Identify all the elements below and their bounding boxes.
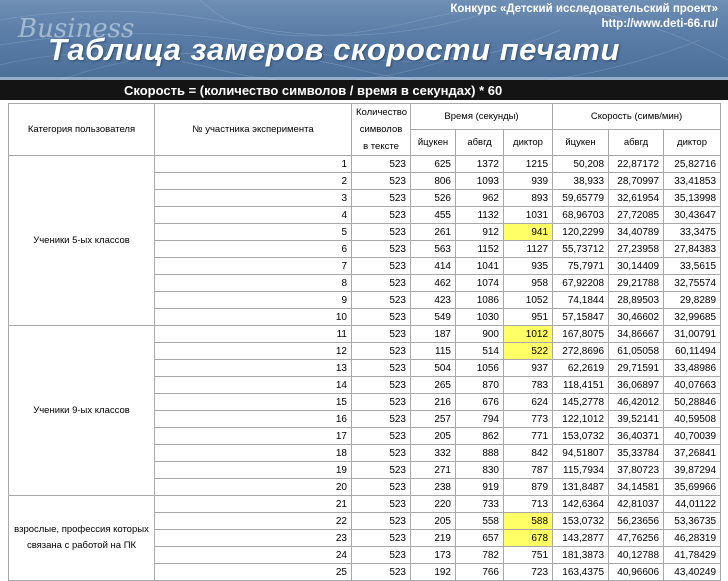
speed-diktor-cell: 27,84383 xyxy=(664,241,721,258)
speed-diktor-cell: 32,99685 xyxy=(664,309,721,326)
time-abvgd-cell: 794 xyxy=(456,411,504,428)
speed-diktor-cell: 41,78429 xyxy=(664,547,721,564)
time-abvgd-cell: 558 xyxy=(456,513,504,530)
participant-number-cell: 3 xyxy=(155,190,352,207)
chars-count-cell: 523 xyxy=(352,462,411,479)
chars-count-cell: 523 xyxy=(352,173,411,190)
chars-count-cell: 523 xyxy=(352,411,411,428)
chars-count-cell: 523 xyxy=(352,428,411,445)
time-abvgd-cell: 1132 xyxy=(456,207,504,224)
header-time-group: Время (секунды) xyxy=(411,104,553,130)
chars-count-cell: 523 xyxy=(352,224,411,241)
chars-count-cell: 523 xyxy=(352,445,411,462)
time-abvgd-cell: 1372 xyxy=(456,156,504,173)
chars-count-cell: 523 xyxy=(352,394,411,411)
speed-diktor-cell: 53,36735 xyxy=(664,513,721,530)
speed-abvgd-cell: 36,06897 xyxy=(609,377,664,394)
time-diktor-cell: 787 xyxy=(504,462,553,479)
time-diktor-cell: 751 xyxy=(504,547,553,564)
chars-count-cell: 523 xyxy=(352,275,411,292)
table-row xyxy=(9,326,721,343)
chars-count-cell: 523 xyxy=(352,564,411,581)
participant-number-cell: 12 xyxy=(155,343,352,360)
time-abvgd-cell: 676 xyxy=(456,394,504,411)
speed-jcuken-cell: 57,15847 xyxy=(553,309,609,326)
speed-abvgd-cell: 40,12788 xyxy=(609,547,664,564)
time-jcuken-cell: 115 xyxy=(411,343,456,360)
participant-number-cell: 13 xyxy=(155,360,352,377)
speed-abvgd-cell: 28,70997 xyxy=(609,173,664,190)
time-diktor-cell: 951 xyxy=(504,309,553,326)
speed-abvgd-cell: 37,80723 xyxy=(609,462,664,479)
time-diktor-cell: 1127 xyxy=(504,241,553,258)
speed-abvgd-cell: 35,33784 xyxy=(609,445,664,462)
speed-diktor-cell: 35,69966 xyxy=(664,479,721,496)
speed-abvgd-cell: 27,72085 xyxy=(609,207,664,224)
time-diktor-cell: 522 xyxy=(504,343,553,360)
speed-abvgd-cell: 61,05058 xyxy=(609,343,664,360)
speed-jcuken-cell: 153,0732 xyxy=(553,513,609,530)
table-row xyxy=(9,496,721,513)
speed-abvgd-cell: 29,21788 xyxy=(609,275,664,292)
speed-jcuken-cell: 67,92208 xyxy=(553,275,609,292)
time-jcuken-cell: 192 xyxy=(411,564,456,581)
speed-jcuken-cell: 153,0732 xyxy=(553,428,609,445)
contest-info xyxy=(450,2,718,32)
time-jcuken-cell: 625 xyxy=(411,156,456,173)
speed-jcuken-cell: 143,2877 xyxy=(553,530,609,547)
time-jcuken-cell: 261 xyxy=(411,224,456,241)
participant-number-cell: 7 xyxy=(155,258,352,275)
speed-formula: Скорость = (количество символов / время в секундах) * 60 xyxy=(124,83,503,98)
speed-abvgd-cell: 36,40371 xyxy=(609,428,664,445)
speed-jcuken-cell: 59,65779 xyxy=(553,190,609,207)
speed-diktor-cell: 40,59508 xyxy=(664,411,721,428)
time-abvgd-cell: 912 xyxy=(456,224,504,241)
chars-count-cell: 523 xyxy=(352,241,411,258)
time-diktor-cell: 1215 xyxy=(504,156,553,173)
speed-abvgd-cell: 56,23656 xyxy=(609,513,664,530)
speed-diktor-cell: 29,8289 xyxy=(664,292,721,309)
header-chars: Количество символов в тексте xyxy=(352,104,411,156)
speed-abvgd-cell: 27,23958 xyxy=(609,241,664,258)
speed-diktor-cell: 40,70039 xyxy=(664,428,721,445)
chars-count-cell: 523 xyxy=(352,496,411,513)
time-abvgd-cell: 1086 xyxy=(456,292,504,309)
speed-abvgd-cell: 34,40789 xyxy=(609,224,664,241)
time-jcuken-cell: 265 xyxy=(411,377,456,394)
speed-abvgd-cell: 22,87172 xyxy=(609,156,664,173)
chars-count-cell: 523 xyxy=(352,309,411,326)
speed-abvgd-cell: 34,86667 xyxy=(609,326,664,343)
chars-count-cell: 523 xyxy=(352,547,411,564)
speed-abvgd-cell: 30,46602 xyxy=(609,309,664,326)
speed-diktor-cell: 40,07663 xyxy=(664,377,721,394)
time-jcuken-cell: 462 xyxy=(411,275,456,292)
time-jcuken-cell: 187 xyxy=(411,326,456,343)
time-abvgd-cell: 888 xyxy=(456,445,504,462)
category-cell: Ученики 9-ых классов xyxy=(9,326,155,496)
participant-number-cell: 24 xyxy=(155,547,352,564)
chars-count-cell: 523 xyxy=(352,513,411,530)
speed-jcuken-cell: 145,2778 xyxy=(553,394,609,411)
chars-count-cell: 523 xyxy=(352,190,411,207)
speed-jcuken-cell: 163,4375 xyxy=(553,564,609,581)
time-abvgd-cell: 766 xyxy=(456,564,504,581)
chars-count-cell: 523 xyxy=(352,343,411,360)
speed-abvgd-cell: 47,76256 xyxy=(609,530,664,547)
time-diktor-cell: 893 xyxy=(504,190,553,207)
chars-count-cell: 523 xyxy=(352,360,411,377)
speed-diktor-cell: 50,28846 xyxy=(664,394,721,411)
time-jcuken-cell: 504 xyxy=(411,360,456,377)
participant-number-cell: 8 xyxy=(155,275,352,292)
chars-count-cell: 523 xyxy=(352,377,411,394)
participant-number-cell: 5 xyxy=(155,224,352,241)
time-jcuken-cell: 549 xyxy=(411,309,456,326)
time-abvgd-cell: 830 xyxy=(456,462,504,479)
time-jcuken-cell: 332 xyxy=(411,445,456,462)
time-jcuken-cell: 173 xyxy=(411,547,456,564)
time-abvgd-cell: 1093 xyxy=(456,173,504,190)
speed-diktor-cell: 33,41853 xyxy=(664,173,721,190)
participant-number-cell: 21 xyxy=(155,496,352,513)
table-header xyxy=(9,104,721,156)
chars-count-cell: 523 xyxy=(352,479,411,496)
speed-jcuken-cell: 122,1012 xyxy=(553,411,609,428)
time-abvgd-cell: 1041 xyxy=(456,258,504,275)
speed-diktor-cell: 33,3475 xyxy=(664,224,721,241)
time-jcuken-cell: 455 xyxy=(411,207,456,224)
time-jcuken-cell: 806 xyxy=(411,173,456,190)
speed-jcuken-cell: 142,6364 xyxy=(553,496,609,513)
speed-abvgd-cell: 42,81037 xyxy=(609,496,664,513)
speed-jcuken-cell: 94,51807 xyxy=(553,445,609,462)
chars-count-cell: 523 xyxy=(352,207,411,224)
time-jcuken-cell: 205 xyxy=(411,513,456,530)
header-time-jcuken: йцукен xyxy=(411,130,456,156)
time-abvgd-cell: 870 xyxy=(456,377,504,394)
participant-number-cell: 11 xyxy=(155,326,352,343)
speed-jcuken-cell: 68,96703 xyxy=(553,207,609,224)
time-diktor-cell: 783 xyxy=(504,377,553,394)
speed-diktor-cell: 39,87294 xyxy=(664,462,721,479)
time-jcuken-cell: 526 xyxy=(411,190,456,207)
speed-jcuken-cell: 181,3873 xyxy=(553,547,609,564)
speed-diktor-cell: 35,13998 xyxy=(664,190,721,207)
speed-abvgd-cell: 32,61954 xyxy=(609,190,664,207)
chars-count-cell: 523 xyxy=(352,258,411,275)
time-abvgd-cell: 1030 xyxy=(456,309,504,326)
time-abvgd-cell: 657 xyxy=(456,530,504,547)
participant-number-cell: 10 xyxy=(155,309,352,326)
speed-diktor-cell: 31,00791 xyxy=(664,326,721,343)
header-time-diktor: диктор xyxy=(504,130,553,156)
time-jcuken-cell: 257 xyxy=(411,411,456,428)
chars-count-cell: 523 xyxy=(352,292,411,309)
time-abvgd-cell: 962 xyxy=(456,190,504,207)
speed-diktor-cell: 43,40249 xyxy=(664,564,721,581)
time-diktor-cell: 958 xyxy=(504,275,553,292)
participant-number-cell: 20 xyxy=(155,479,352,496)
time-diktor-cell: 723 xyxy=(504,564,553,581)
time-jcuken-cell: 423 xyxy=(411,292,456,309)
speed-diktor-cell: 46,28319 xyxy=(664,530,721,547)
time-jcuken-cell: 216 xyxy=(411,394,456,411)
header-time-abvgd: абвгд xyxy=(456,130,504,156)
participant-number-cell: 2 xyxy=(155,173,352,190)
speed-diktor-cell: 33,48986 xyxy=(664,360,721,377)
time-diktor-cell: 624 xyxy=(504,394,553,411)
time-abvgd-cell: 1074 xyxy=(456,275,504,292)
speed-jcuken-cell: 115,7934 xyxy=(553,462,609,479)
time-diktor-cell: 773 xyxy=(504,411,553,428)
time-diktor-cell: 842 xyxy=(504,445,553,462)
time-diktor-cell: 588 xyxy=(504,513,553,530)
time-jcuken-cell: 563 xyxy=(411,241,456,258)
speed-abvgd-cell: 46,42012 xyxy=(609,394,664,411)
participant-number-cell: 14 xyxy=(155,377,352,394)
speed-jcuken-cell: 38,933 xyxy=(553,173,609,190)
speed-jcuken-cell: 50,208 xyxy=(553,156,609,173)
header-speed-jcuken: йцукен xyxy=(553,130,609,156)
business-logo: Business xyxy=(18,14,135,44)
time-abvgd-cell: 900 xyxy=(456,326,504,343)
chars-count-cell: 523 xyxy=(352,326,411,343)
participant-number-cell: 19 xyxy=(155,462,352,479)
time-diktor-cell: 939 xyxy=(504,173,553,190)
time-abvgd-cell: 514 xyxy=(456,343,504,360)
chars-count-cell: 523 xyxy=(352,156,411,173)
speed-jcuken-cell: 272,8696 xyxy=(553,343,609,360)
participant-number-cell: 16 xyxy=(155,411,352,428)
time-abvgd-cell: 1152 xyxy=(456,241,504,258)
speed-diktor-cell: 33,5615 xyxy=(664,258,721,275)
speed-jcuken-cell: 167,8075 xyxy=(553,326,609,343)
participant-number-cell: 22 xyxy=(155,513,352,530)
participant-number-cell: 25 xyxy=(155,564,352,581)
speed-abvgd-cell: 40,96606 xyxy=(609,564,664,581)
speed-abvgd-cell: 30,14409 xyxy=(609,258,664,275)
time-abvgd-cell: 733 xyxy=(456,496,504,513)
title-banner xyxy=(0,0,728,80)
participant-number-cell: 9 xyxy=(155,292,352,309)
participant-number-cell: 15 xyxy=(155,394,352,411)
page-title: Таблица замеров скорости печати xyxy=(48,32,620,67)
speed-diktor-cell: 32,75574 xyxy=(664,275,721,292)
participant-number-cell: 6 xyxy=(155,241,352,258)
speed-jcuken-cell: 131,8487 xyxy=(553,479,609,496)
header-speed-diktor: диктор xyxy=(664,130,721,156)
time-abvgd-cell: 862 xyxy=(456,428,504,445)
speed-jcuken-cell: 62,2619 xyxy=(553,360,609,377)
table-body xyxy=(9,156,721,581)
time-abvgd-cell: 919 xyxy=(456,479,504,496)
chars-count-cell: 523 xyxy=(352,530,411,547)
time-jcuken-cell: 219 xyxy=(411,530,456,547)
speed-jcuken-cell: 75,7971 xyxy=(553,258,609,275)
time-diktor-cell: 1031 xyxy=(504,207,553,224)
time-jcuken-cell: 238 xyxy=(411,479,456,496)
speed-diktor-cell: 44,01122 xyxy=(664,496,721,513)
time-diktor-cell: 937 xyxy=(504,360,553,377)
time-abvgd-cell: 1056 xyxy=(456,360,504,377)
speed-jcuken-cell: 120,2299 xyxy=(553,224,609,241)
time-diktor-cell: 935 xyxy=(504,258,553,275)
time-jcuken-cell: 414 xyxy=(411,258,456,275)
speed-jcuken-cell: 118,4151 xyxy=(553,377,609,394)
speed-jcuken-cell: 74,1844 xyxy=(553,292,609,309)
time-diktor-cell: 678 xyxy=(504,530,553,547)
speed-abvgd-cell: 34,14581 xyxy=(609,479,664,496)
time-diktor-cell: 713 xyxy=(504,496,553,513)
speed-diktor-cell: 37,26841 xyxy=(664,445,721,462)
category-cell: взрослые, профессия которых связана с работой на ПК xyxy=(9,496,155,581)
header-category: Категория пользователя xyxy=(9,104,155,156)
contest-name: Конкурс «Детский исследовательский проект» xyxy=(450,3,718,15)
speed-table xyxy=(8,103,721,581)
speed-abvgd-cell: 39,52141 xyxy=(609,411,664,428)
participant-number-cell: 1 xyxy=(155,156,352,173)
category-cell: Ученики 5-ых классов xyxy=(9,156,155,326)
participant-number-cell: 17 xyxy=(155,428,352,445)
time-diktor-cell: 879 xyxy=(504,479,553,496)
speed-abvgd-cell: 28,89503 xyxy=(609,292,664,309)
time-diktor-cell: 771 xyxy=(504,428,553,445)
time-abvgd-cell: 782 xyxy=(456,547,504,564)
speed-jcuken-cell: 55,73712 xyxy=(553,241,609,258)
time-jcuken-cell: 205 xyxy=(411,428,456,445)
participant-number-cell: 18 xyxy=(155,445,352,462)
table-row xyxy=(9,156,721,173)
speed-diktor-cell: 25,82716 xyxy=(664,156,721,173)
time-jcuken-cell: 220 xyxy=(411,496,456,513)
time-diktor-cell: 1012 xyxy=(504,326,553,343)
header-speed-abvgd: абвгд xyxy=(609,130,664,156)
participant-number-cell: 4 xyxy=(155,207,352,224)
header-participant: № участника эксперимента xyxy=(155,104,352,156)
header-speed-group: Скорость (симв/мин) xyxy=(553,104,721,130)
time-jcuken-cell: 271 xyxy=(411,462,456,479)
participant-number-cell: 23 xyxy=(155,530,352,547)
speed-abvgd-cell: 29,71591 xyxy=(609,360,664,377)
speed-diktor-cell: 30,43647 xyxy=(664,207,721,224)
speed-diktor-cell: 60,11494 xyxy=(664,343,721,360)
time-diktor-cell: 941 xyxy=(504,224,553,241)
time-diktor-cell: 1052 xyxy=(504,292,553,309)
contest-url: http://www.deti-66.ru/ xyxy=(601,18,718,30)
